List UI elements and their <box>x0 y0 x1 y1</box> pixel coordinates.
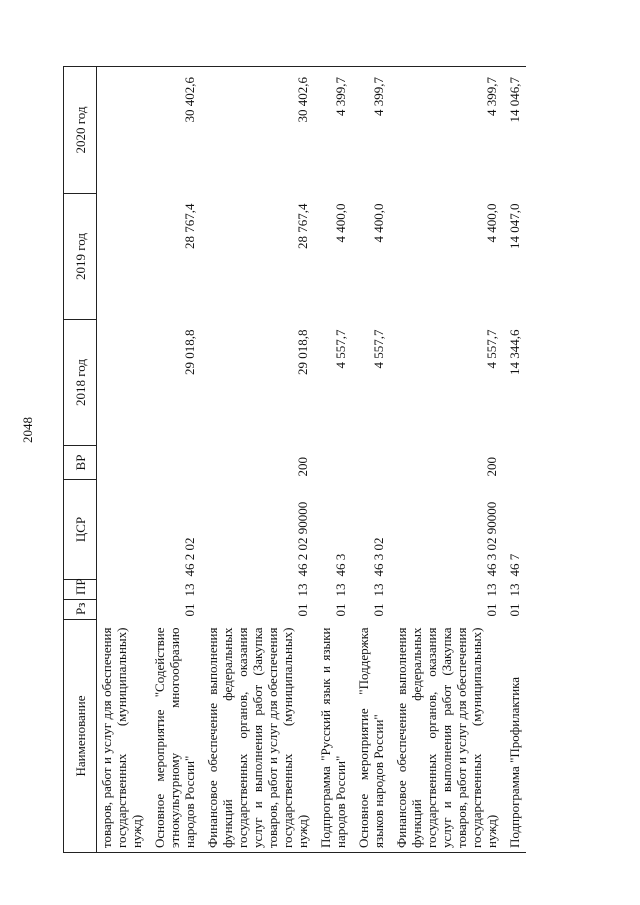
row-pr: 13 <box>484 583 499 597</box>
row-2020: 14 046,7 <box>503 67 526 194</box>
table-row <box>148 67 201 853</box>
row-vr: 200 <box>484 457 499 477</box>
header-name: Наименование <box>64 620 97 853</box>
header-2018: 2018 год <box>64 320 97 446</box>
row-rz <box>97 600 149 620</box>
row-2020: 30 402,6 <box>148 67 201 194</box>
row-2020: 4 399,7 <box>390 67 503 194</box>
row-2018: 14 344,6 <box>507 329 522 375</box>
row-2019: 14 047,0 <box>507 203 522 249</box>
row-vr <box>97 446 149 480</box>
row-2020: 30 402,6 <box>201 67 314 194</box>
row-pr: 13 <box>507 583 522 597</box>
row-csr: 46 7 <box>507 553 522 577</box>
row-vr <box>148 446 201 480</box>
row-2020: 4 399,7 <box>352 67 390 194</box>
row-csr: 46 2 02 90000 <box>295 501 310 577</box>
row-2018 <box>97 320 149 446</box>
row-rz: 01 <box>182 603 197 617</box>
row-csr: 46 3 <box>333 553 348 577</box>
header-pr: ПР <box>64 580 97 600</box>
row-rz: 01 <box>371 603 386 617</box>
row-pr: 13 <box>295 583 310 597</box>
table-row <box>314 67 352 853</box>
row-pr: 13 <box>333 583 348 597</box>
row-vr: 200 <box>295 457 310 477</box>
row-vr <box>503 446 526 480</box>
row-2019: 4 400,0 <box>371 203 386 243</box>
row-2020 <box>97 67 149 194</box>
table-row <box>352 67 390 853</box>
row-csr: 46 3 02 90000 <box>484 501 499 577</box>
row-name: Подпрограмма "Русский язык и языки народов России" <box>314 620 352 853</box>
row-2018: 4 557,7 <box>484 329 499 369</box>
header-rz: Рз <box>64 600 97 620</box>
row-2020: 4 399,7 <box>314 67 352 194</box>
row-2018: 29 018,8 <box>182 329 197 375</box>
row-pr <box>97 580 149 600</box>
header-csr: ЦСР <box>64 480 97 580</box>
row-2019: 4 400,0 <box>333 203 348 243</box>
row-name: Основное мероприятие "Содействие этнокультурному многообразию народов России" <box>148 620 201 853</box>
header-vr: ВР <box>64 446 97 480</box>
row-vr <box>352 446 390 480</box>
row-2019: 28 767,4 <box>295 203 310 249</box>
budget-table <box>63 66 526 853</box>
row-2018: 4 557,7 <box>333 329 348 369</box>
row-name: Основное мероприятие "Поддержка языков народов России" <box>352 620 390 853</box>
table-row <box>503 67 526 853</box>
row-csr: 46 3 02 <box>371 537 386 577</box>
row-vr <box>314 446 352 480</box>
row-csr <box>97 480 149 580</box>
row-name: Подпрограмма "Профилактика <box>503 620 526 853</box>
row-csr: 46 2 02 <box>182 537 197 577</box>
row-pr: 13 <box>371 583 386 597</box>
row-rz: 01 <box>333 603 348 617</box>
row-name: товаров, работ и услуг для обеспечения государственных (муниципальных) нужд) <box>97 620 149 853</box>
table-row <box>201 67 314 853</box>
page-number: 2048 <box>20 417 35 443</box>
table-header-row <box>64 67 97 853</box>
row-name: Финансовое обеспечение выполнения функций федеральных государственных органов, оказания услуг и выполнения работ (Закупка товаров, работ и услуг для обеспечения государственных (муниципальных) нужд) <box>201 620 314 853</box>
row-rz: 01 <box>507 603 522 617</box>
row-2018: 29 018,8 <box>295 329 310 375</box>
row-2019: 28 767,4 <box>182 203 197 249</box>
row-pr: 13 <box>182 583 197 597</box>
row-2019 <box>97 194 149 320</box>
row-rz: 01 <box>295 603 310 617</box>
header-2019: 2019 год <box>64 194 97 320</box>
row-2019: 4 400,0 <box>484 203 499 243</box>
budget-table-page <box>63 67 585 853</box>
header-2020: 2020 год <box>64 67 97 194</box>
row-name: Финансовое обеспечение выполнения функций федеральных государственных органов, оказания услуг и выполнения работ (Закупка товаров, работ и услуг для обеспечения государственных (муниципальных) нужд) <box>390 620 503 853</box>
row-2018: 4 557,7 <box>371 329 386 369</box>
table-row <box>390 67 503 853</box>
row-rz: 01 <box>484 603 499 617</box>
table-row <box>97 67 149 853</box>
